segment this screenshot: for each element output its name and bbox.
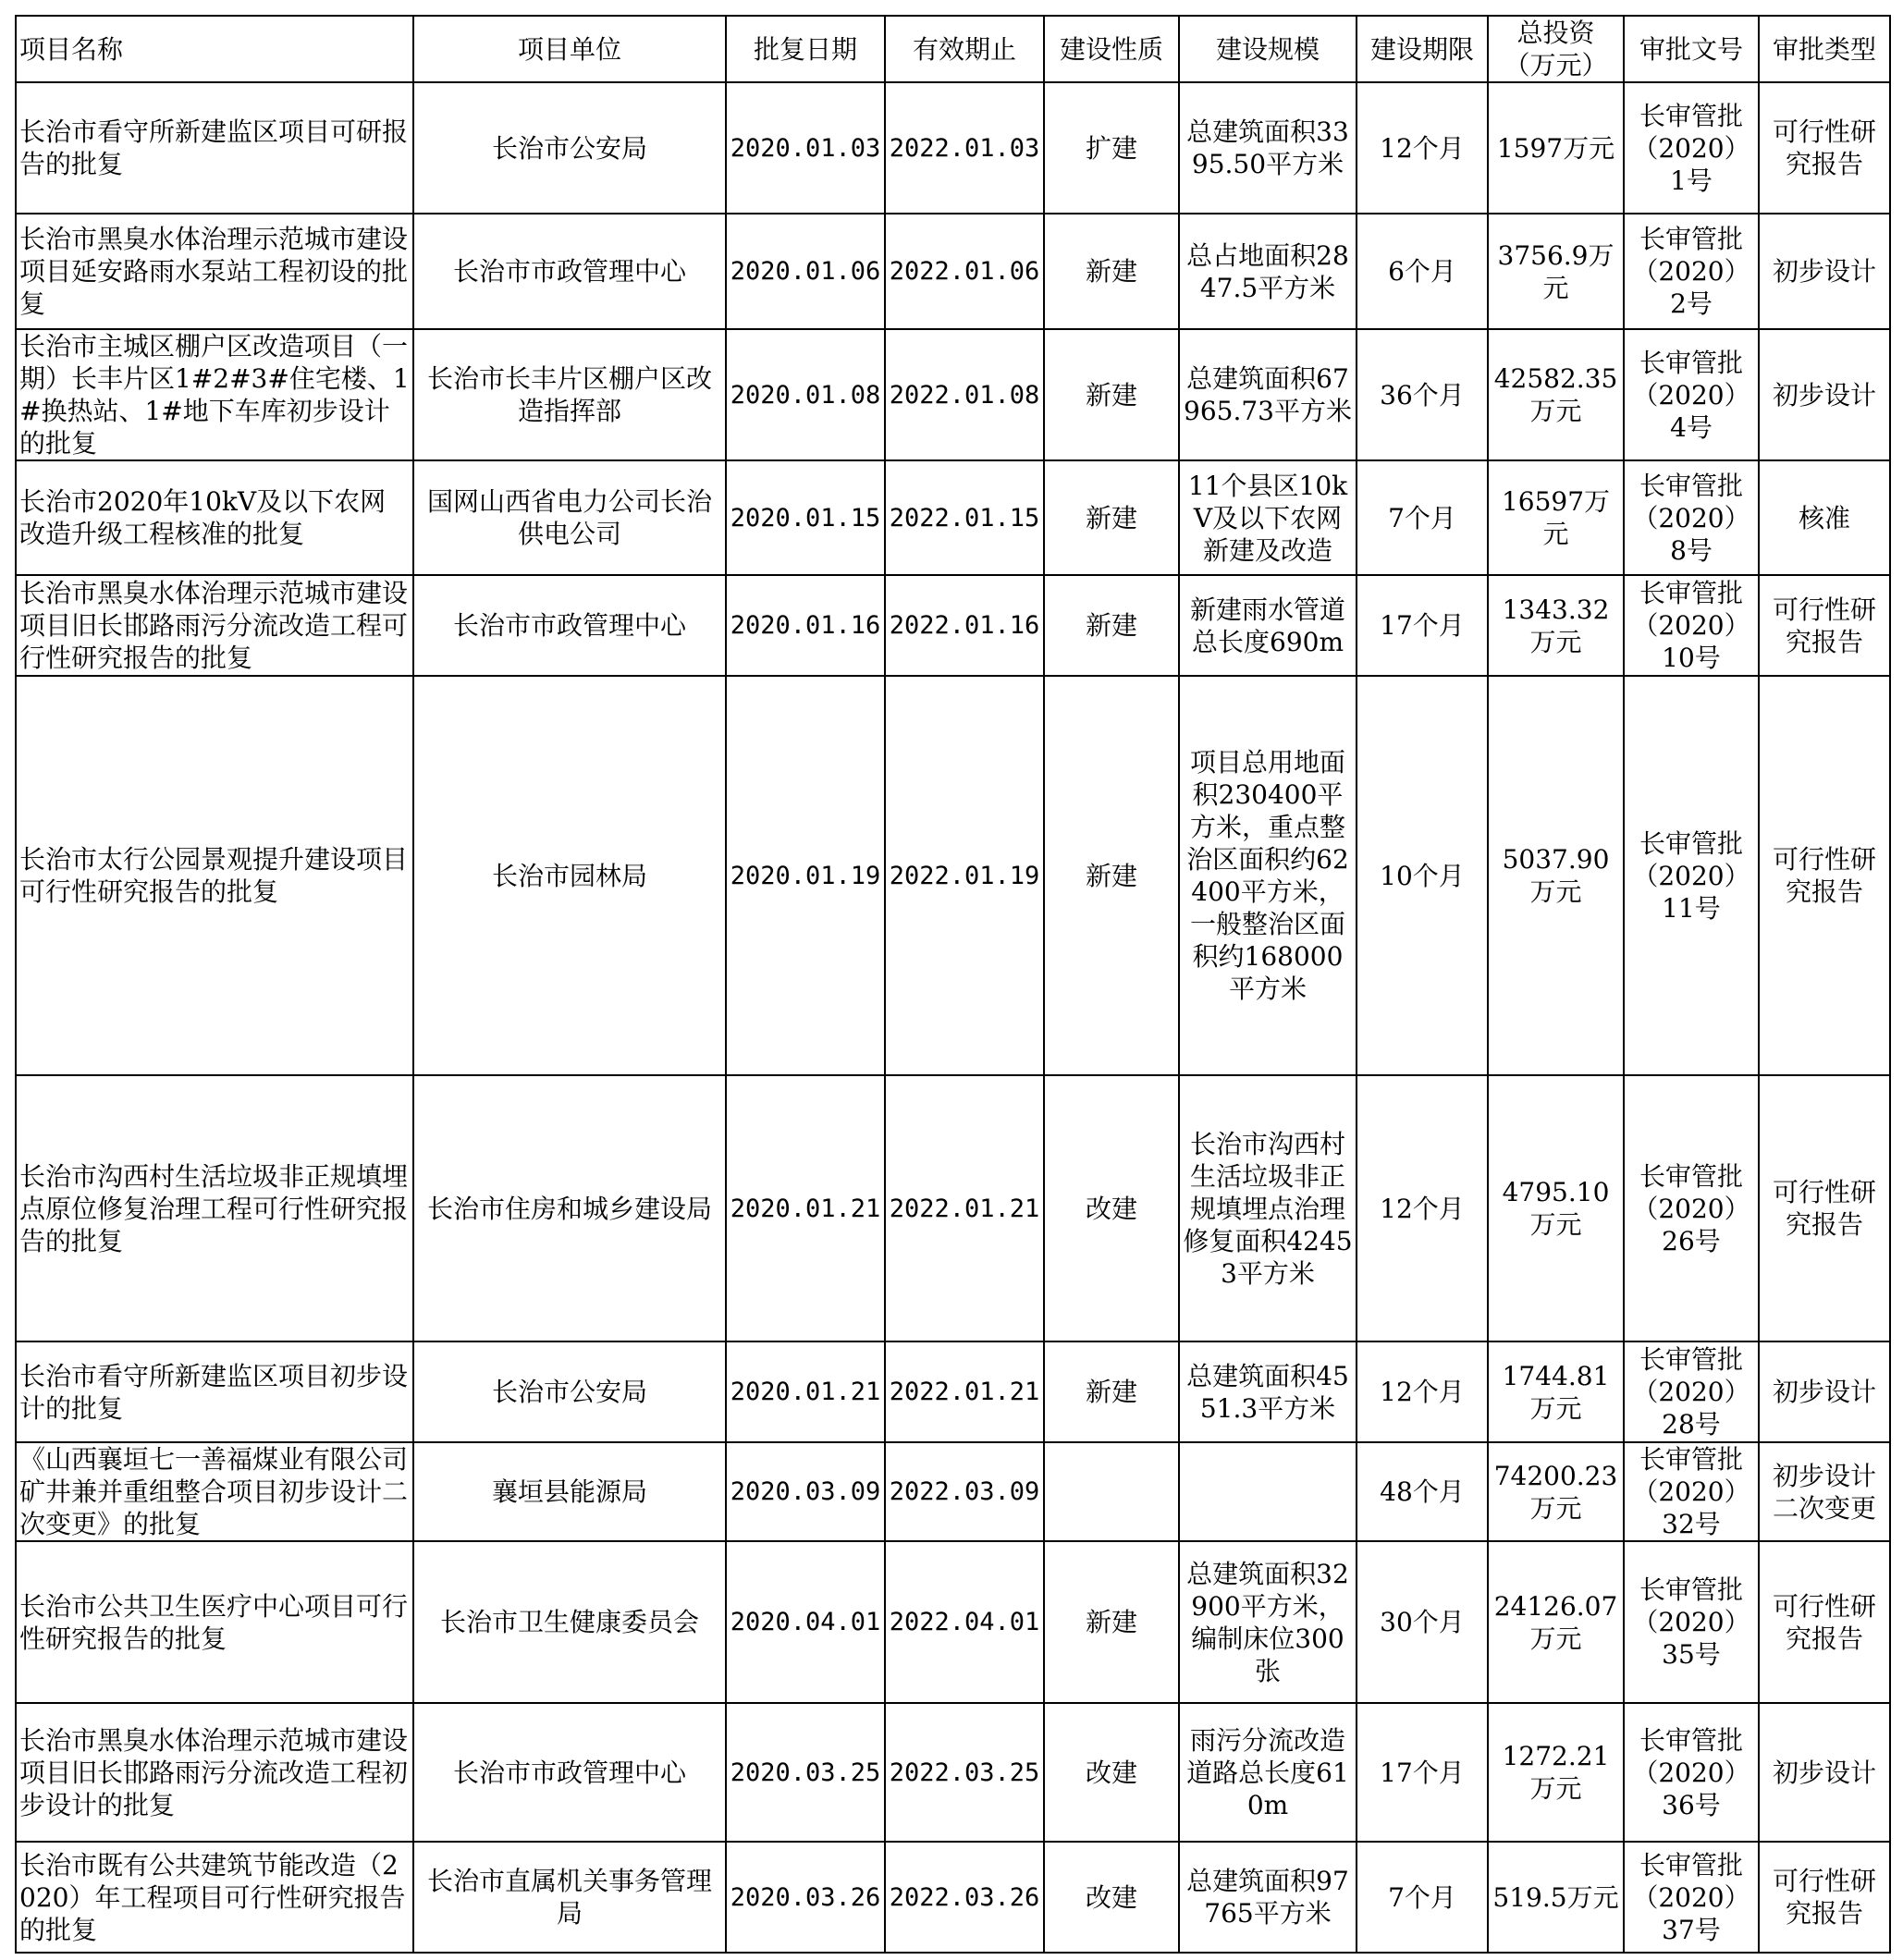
project-unit-cell: 长治市公安局: [413, 82, 726, 214]
project-unit-cell: 长治市园林局: [413, 676, 726, 1075]
scale-cell: 总建筑面积32900平方米，编制床位300张: [1179, 1541, 1357, 1703]
scale-cell: [1179, 1442, 1357, 1541]
type-cell: 初步设计二次变更: [1759, 1442, 1890, 1541]
header-doc-no: 审批文号: [1624, 16, 1759, 82]
type-cell: 初步设计: [1759, 214, 1890, 329]
nature-cell: 新建: [1044, 1341, 1179, 1442]
project-name-cell: 长治市既有公共建筑节能改造（2020）年工程项目可行性研究报告的批复: [16, 1842, 413, 1953]
scale-cell: 11个县区10kV及以下农网新建及改造: [1179, 460, 1357, 575]
nature-cell: 改建: [1044, 1075, 1179, 1341]
header-investment: 总投资（万元）: [1488, 16, 1624, 82]
valid-until-cell: 2022.04.01: [885, 1541, 1044, 1703]
header-valid-until: 有效期止: [885, 16, 1044, 82]
project-unit-cell: 长治市住房和城乡建设局: [413, 1075, 726, 1341]
nature-cell: [1044, 1442, 1179, 1541]
type-cell: 可行性研究报告: [1759, 676, 1890, 1075]
investment-cell: 519.5万元: [1488, 1842, 1624, 1953]
scale-cell: 总建筑面积4551.3平方米: [1179, 1341, 1357, 1442]
header-row: [16, 16, 1890, 82]
approval-date-cell: 2020.01.08: [726, 329, 885, 460]
nature-cell: 新建: [1044, 1541, 1179, 1703]
approval-date-cell: 2020.03.25: [726, 1703, 885, 1842]
nature-cell: 改建: [1044, 1703, 1179, 1842]
scale-cell: 雨污分流改造道路总长度610m: [1179, 1703, 1357, 1842]
approval-table: [15, 15, 1891, 1954]
valid-until-cell: 2022.01.08: [885, 329, 1044, 460]
doc-no-cell: 长审管批（2020）37号: [1624, 1842, 1759, 1953]
type-cell: 初步设计: [1759, 1341, 1890, 1442]
doc-no-cell: 长审管批（2020）28号: [1624, 1341, 1759, 1442]
approval-date-cell: 2020.01.03: [726, 82, 885, 214]
table-row: [16, 1703, 1890, 1842]
investment-cell: 1343.32万元: [1488, 575, 1624, 676]
valid-until-cell: 2022.01.06: [885, 214, 1044, 329]
valid-until-cell: 2022.01.16: [885, 575, 1044, 676]
period-cell: 12个月: [1357, 82, 1488, 214]
project-unit-cell: 长治市长丰片区棚户区改造指挥部: [413, 329, 726, 460]
approval-date-cell: 2020.01.06: [726, 214, 885, 329]
project-unit-cell: 长治市直属机关事务管理局: [413, 1842, 726, 1953]
investment-cell: 24126.07万元: [1488, 1541, 1624, 1703]
approval-date-cell: 2020.03.26: [726, 1842, 885, 1953]
project-unit-cell: 长治市市政管理中心: [413, 214, 726, 329]
nature-cell: 新建: [1044, 329, 1179, 460]
approval-date-cell: 2020.04.01: [726, 1541, 885, 1703]
project-unit-cell: 长治市市政管理中心: [413, 575, 726, 676]
approval-date-cell: 2020.03.09: [726, 1442, 885, 1541]
doc-no-cell: 长审管批（2020）35号: [1624, 1541, 1759, 1703]
header-project-unit: 项目单位: [413, 16, 726, 82]
investment-cell: 1597万元: [1488, 82, 1624, 214]
type-cell: 可行性研究报告: [1759, 575, 1890, 676]
approval-date-cell: 2020.01.16: [726, 575, 885, 676]
period-cell: 36个月: [1357, 329, 1488, 460]
type-cell: 初步设计: [1759, 1703, 1890, 1842]
header-nature: 建设性质: [1044, 16, 1179, 82]
project-unit-cell: 长治市公安局: [413, 1341, 726, 1442]
doc-no-cell: 长审管批（2020）26号: [1624, 1075, 1759, 1341]
approval-date-cell: 2020.01.21: [726, 1075, 885, 1341]
nature-cell: 新建: [1044, 676, 1179, 1075]
project-name-cell: 长治市看守所新建监区项目初步设计的批复: [16, 1341, 413, 1442]
nature-cell: 改建: [1044, 1842, 1179, 1953]
approval-date-cell: 2020.01.15: [726, 460, 885, 575]
period-cell: 6个月: [1357, 214, 1488, 329]
doc-no-cell: 长审管批（2020）32号: [1624, 1442, 1759, 1541]
project-name-cell: 长治市太行公园景观提升建设项目可行性研究报告的批复: [16, 676, 413, 1075]
project-name-cell: 长治市公共卫生医疗中心项目可行性研究报告的批复: [16, 1541, 413, 1703]
doc-no-cell: 长审管批（2020）1号: [1624, 82, 1759, 214]
period-cell: 17个月: [1357, 1703, 1488, 1842]
valid-until-cell: 2022.01.21: [885, 1075, 1044, 1341]
investment-cell: 3756.9万元: [1488, 214, 1624, 329]
valid-until-cell: 2022.01.15: [885, 460, 1044, 575]
table-row: [16, 214, 1890, 329]
valid-until-cell: 2022.03.26: [885, 1842, 1044, 1953]
project-name-cell: 长治市主城区棚户区改造项目（一期）长丰片区1#2#3#住宅楼、1#换热站、1#地下车库初步设计的批复: [16, 329, 413, 460]
project-name-cell: 长治市看守所新建监区项目可研报告的批复: [16, 82, 413, 214]
doc-no-cell: 长审管批（2020）10号: [1624, 575, 1759, 676]
doc-no-cell: 长审管批（2020）4号: [1624, 329, 1759, 460]
scale-cell: 项目总用地面积230400平方米，重点整治区面积约62400平方米，一般整治区面积约168000平方米: [1179, 676, 1357, 1075]
scale-cell: 新建雨水管道总长度690m: [1179, 575, 1357, 676]
table-row: [16, 82, 1890, 214]
type-cell: 可行性研究报告: [1759, 1075, 1890, 1341]
period-cell: 30个月: [1357, 1541, 1488, 1703]
nature-cell: 扩建: [1044, 82, 1179, 214]
scale-cell: 总建筑面积67965.73平方米: [1179, 329, 1357, 460]
nature-cell: 新建: [1044, 214, 1179, 329]
investment-cell: 5037.90万元: [1488, 676, 1624, 1075]
investment-cell: 1272.21万元: [1488, 1703, 1624, 1842]
type-cell: 可行性研究报告: [1759, 1842, 1890, 1953]
period-cell: 7个月: [1357, 1842, 1488, 1953]
table-row: [16, 575, 1890, 676]
scale-cell: 总建筑面积3395.50平方米: [1179, 82, 1357, 214]
nature-cell: 新建: [1044, 575, 1179, 676]
approval-date-cell: 2020.01.19: [726, 676, 885, 1075]
nature-cell: 新建: [1044, 460, 1179, 575]
doc-no-cell: 长审管批（2020）2号: [1624, 214, 1759, 329]
investment-cell: 74200.23万元: [1488, 1442, 1624, 1541]
header-type: 审批类型: [1759, 16, 1890, 82]
table-row: [16, 1341, 1890, 1442]
type-cell: 初步设计: [1759, 329, 1890, 460]
project-name-cell: 长治市黑臭水体治理示范城市建设项目旧长邯路雨污分流改造工程可行性研究报告的批复: [16, 575, 413, 676]
investment-cell: 42582.35万元: [1488, 329, 1624, 460]
doc-no-cell: 长审管批（2020）36号: [1624, 1703, 1759, 1842]
project-unit-cell: 襄垣县能源局: [413, 1442, 726, 1541]
table-row: [16, 1075, 1890, 1341]
valid-until-cell: 2022.03.25: [885, 1703, 1044, 1842]
investment-cell: 4795.10万元: [1488, 1075, 1624, 1341]
type-cell: 核准: [1759, 460, 1890, 575]
project-name-cell: 长治市2020年10kV及以下农网改造升级工程核准的批复: [16, 460, 413, 575]
header-project-name: 项目名称: [16, 16, 413, 82]
valid-until-cell: 2022.01.19: [885, 676, 1044, 1075]
header-approval-date: 批复日期: [726, 16, 885, 82]
scale-cell: 总占地面积2847.5平方米: [1179, 214, 1357, 329]
table-row: [16, 1442, 1890, 1541]
approval-date-cell: 2020.01.21: [726, 1341, 885, 1442]
doc-no-cell: 长审管批（2020）11号: [1624, 676, 1759, 1075]
investment-cell: 1744.81万元: [1488, 1341, 1624, 1442]
project-name-cell: 长治市黑臭水体治理示范城市建设项目旧长邯路雨污分流改造工程初步设计的批复: [16, 1703, 413, 1842]
project-unit-cell: 长治市卫生健康委员会: [413, 1541, 726, 1703]
valid-until-cell: 2022.03.09: [885, 1442, 1044, 1541]
scale-cell: 长治市沟西村生活垃圾非正规填埋点治理修复面积42453平方米: [1179, 1075, 1357, 1341]
table-row: [16, 329, 1890, 460]
valid-until-cell: 2022.01.03: [885, 82, 1044, 214]
table-row: [16, 1541, 1890, 1703]
project-name-cell: 长治市黑臭水体治理示范城市建设项目延安路雨水泵站工程初设的批复: [16, 214, 413, 329]
table-row: [16, 460, 1890, 575]
project-unit-cell: 国网山西省电力公司长治供电公司: [413, 460, 726, 575]
period-cell: 48个月: [1357, 1442, 1488, 1541]
period-cell: 10个月: [1357, 676, 1488, 1075]
valid-until-cell: 2022.01.21: [885, 1341, 1044, 1442]
header-scale: 建设规模: [1179, 16, 1357, 82]
project-unit-cell: 长治市市政管理中心: [413, 1703, 726, 1842]
table-row: [16, 676, 1890, 1075]
period-cell: 7个月: [1357, 460, 1488, 575]
period-cell: 17个月: [1357, 575, 1488, 676]
project-name-cell: 长治市沟西村生活垃圾非正规填埋点原位修复治理工程可行性研究报告的批复: [16, 1075, 413, 1341]
type-cell: 可行性研究报告: [1759, 82, 1890, 214]
investment-cell: 16597万元: [1488, 460, 1624, 575]
header-period: 建设期限: [1357, 16, 1488, 82]
period-cell: 12个月: [1357, 1341, 1488, 1442]
period-cell: 12个月: [1357, 1075, 1488, 1341]
type-cell: 可行性研究报告: [1759, 1541, 1890, 1703]
project-name-cell: 《山西襄垣七一善福煤业有限公司矿井兼并重组整合项目初步设计二次变更》的批复: [16, 1442, 413, 1541]
doc-no-cell: 长审管批（2020）8号: [1624, 460, 1759, 575]
scale-cell: 总建筑面积97765平方米: [1179, 1842, 1357, 1953]
table-row: [16, 1842, 1890, 1953]
